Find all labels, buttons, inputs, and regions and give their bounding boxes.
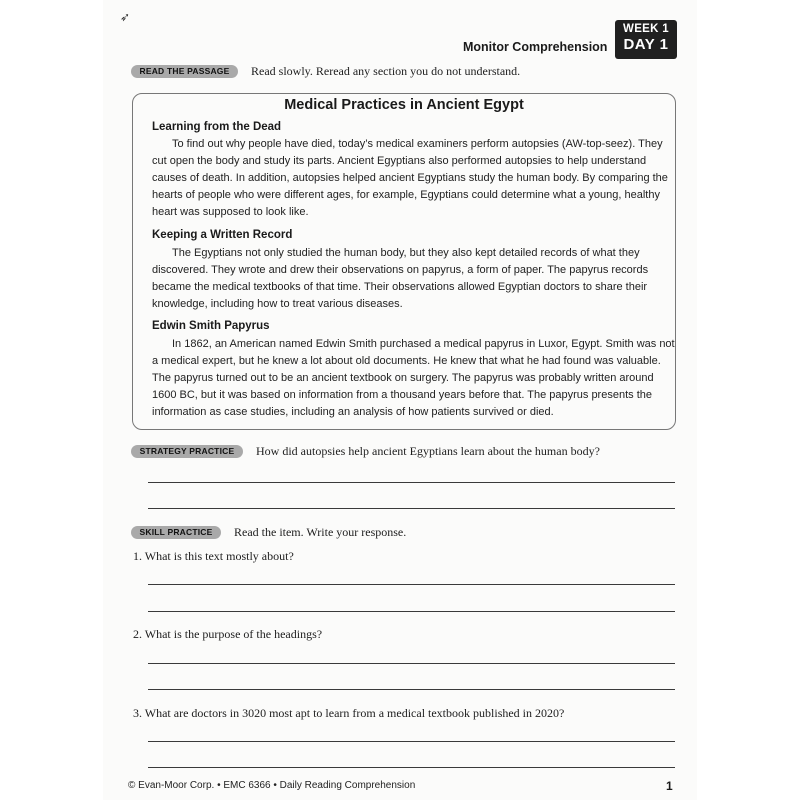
paragraph-line: 1600 BC, but it was based on information from a thousand years before that. The papyrus presents the — [152, 389, 652, 401]
question-2: 2. What is the purpose of the headings? — [133, 627, 323, 641]
corner-arrow-icon: ➶ — [120, 10, 131, 24]
section-paragraph — [152, 336, 675, 421]
section-paragraph — [152, 136, 667, 221]
day-label: DAY 1 — [623, 36, 669, 53]
answer-line[interactable] — [148, 689, 675, 690]
paragraph-line: hearts of people who were different ages, for example, Egyptians could determine what a young, healthy — [152, 189, 660, 201]
answer-line[interactable] — [148, 482, 675, 483]
week-day-badge — [615, 20, 677, 59]
paragraph-line: causes of death. In addition, autopsies helped ancient Egyptians study the human body. By comparing the — [152, 172, 668, 184]
passage-title: Medical Practices in Ancient Egypt — [284, 97, 524, 113]
paragraph-line: discovered. They wrote and drew their observations on papyrus, a form of paper. The papyrus records — [152, 264, 649, 276]
skill-practice-tag: SKILL PRACTICE — [131, 526, 221, 539]
page-number: 1 — [666, 779, 673, 793]
section-heading: Learning from the Dead — [152, 121, 282, 133]
paragraph-line: In 1862, an American named Edwin Smith purchased a medical papyrus in Luxor, Egypt. Smith was not — [172, 338, 675, 350]
section-heading: Keeping a Written Record — [152, 229, 293, 241]
paragraph-line: heart was supposed to look like. — [152, 206, 309, 218]
answer-line[interactable] — [148, 611, 675, 612]
section-paragraph — [152, 245, 667, 313]
paragraph-line: a medical expert, but he knew a lot about old documents. He knew that what he had found was valuable. — [152, 355, 661, 367]
read-the-passage-tag: READ THE PASSAGE — [131, 65, 238, 78]
paragraph-line: The papyrus turned out to be an ancient textbook on surgery. The papyrus was probably written around — [152, 372, 654, 384]
paragraph-line: The Egyptians not only studied the human body, but they also kept detailed records of what they — [172, 247, 640, 259]
question-1: 1. What is this text mostly about? — [133, 549, 294, 563]
strategy-practice-question: How did autopsies help ancient Egyptians learn about the human body? — [256, 444, 600, 458]
week-label: WEEK 1 — [623, 23, 669, 35]
answer-line[interactable] — [148, 663, 675, 664]
footer-credit: © Evan-Moor Corp. • EMC 6366 • Daily Reading Comprehension — [128, 780, 416, 791]
strategy-practice-tag: STRATEGY PRACTICE — [131, 445, 243, 458]
paragraph-line: knowledge, including how to treat various diseases. — [152, 298, 403, 310]
answer-line[interactable] — [148, 508, 675, 509]
paragraph-line: became the medical textbooks of that time. Their observations allowed Egyptian doctors to share their — [152, 281, 648, 293]
skill-practice-instruction: Read the item. Write your response. — [234, 525, 407, 539]
paragraph-line: cut open the body and study its parts. Ancient Egyptians also performed autopsies to help understand — [152, 155, 647, 167]
answer-line[interactable] — [148, 584, 675, 585]
answer-line[interactable] — [148, 767, 675, 768]
question-3: 3. What are doctors in 3020 most apt to learn from a medical textbook published in 2020? — [133, 706, 565, 720]
paragraph-line: information as case studies, including an analysis of how patients survived or died. — [152, 406, 554, 418]
read-passage-instruction: Read slowly. Reread any section you do not understand. — [251, 64, 521, 78]
section-heading: Edwin Smith Papyrus — [152, 320, 270, 332]
paragraph-line: To find out why people have died, today’s medical examiners perform autopsies (AW-top-seez). They — [172, 138, 663, 150]
answer-line[interactable] — [148, 741, 675, 742]
page-title: Monitor Comprehension — [463, 40, 608, 54]
